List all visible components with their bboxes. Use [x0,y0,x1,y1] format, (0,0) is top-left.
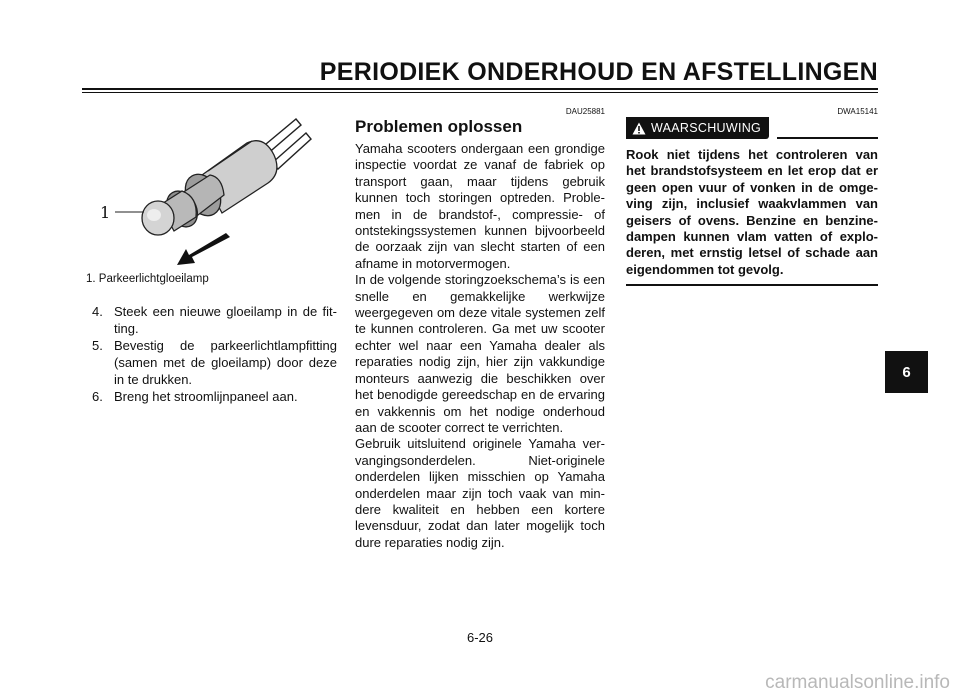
step-list [92,303,337,405]
paragraph: Gebruik uitsluitend originele Yamaha vervangingsonderdelen. Niet-originele onderdelen lijken misschien op Yamaha onderdelen maar zijn toch vaak van mindere kwaliteit en hebben een kortere levensduur, zodat dan later mogelijk toch dure reparaties nodig zijn. [355,436,605,550]
warning-rule [777,137,878,139]
bulb-illustration [82,105,332,275]
warning-box [626,117,878,286]
troubleshooting-section [355,117,605,551]
list-item: 6. Breng het stroomlijnpaneel aan. [92,389,298,404]
section-title: Problemen oplossen [355,117,523,136]
figure-caption: 1. Parkeerlichtgloeilamp [86,273,209,285]
watermark: carmanualsonline.info [765,672,950,693]
warning-end-rule [626,284,878,286]
warning-triangle-icon [632,122,646,135]
header-rule [82,88,878,90]
insert-arrow-icon [177,233,230,265]
page-header-title: PERIODIEK ONDERHOUD EN AFSTELLINGEN [319,58,878,86]
header-rule-thin [82,92,878,93]
list-item: 4. Steek een nieuwe gloeilamp in de fitting. [92,304,337,336]
page-number: 6-26 [466,630,494,645]
warning-text: Rook niet tijdens het controleren van het brandstofsysteem en let erop dat er geen open vuur of vonken in de omgeving zijn, inclusief waakvlammen van geisers of ovens. Benzine en benzinedampen kunnen vlam vatten of exploderen, met ernstig letsel of schade aan eigendommen tot gevolg. [626,147,878,277]
paragraph: In de volgende storingzoekschema’s is een snelle en gemakkelijke werkwijze weergegeven om deze vitale systemen zelf te kunnen controleren. Ga met uw scooter echter wel naar een Yamaha dealer als reparaties nodig zijn, hier zijn vakkundige monteurs aanwezig die beschikken over het benodigde gereedschap en de ervaring en vakkennis om het nodige onderhoud aan de scooter correct te verrichten. [355,272,605,435]
warning-badge [626,117,769,139]
warning-label: WAARSCHUWING [651,121,762,135]
section-code: DAU25881 [565,107,605,116]
callout-number: 1 [100,203,111,222]
chapter-tab: 6 [885,351,928,393]
warning-code: DWA15141 [837,107,878,116]
list-item: 5. Bevestig de parkeerlichtlampfitting (samen met de gloeilamp) door deze in te drukken. [92,338,337,387]
paragraph: Yamaha scooters ondergaan een grondige inspectie voordat ze vanaf de fabriek op transport gaan, maar tijdens gebruik kunnen toch storingen optreden. Problemen in de brandstof-, compressie- of ontstekingssystemen kunnen bijvoorbeeld de oorzaak zijn van slecht starten of een afname in motorvermogen. [355,141,605,271]
